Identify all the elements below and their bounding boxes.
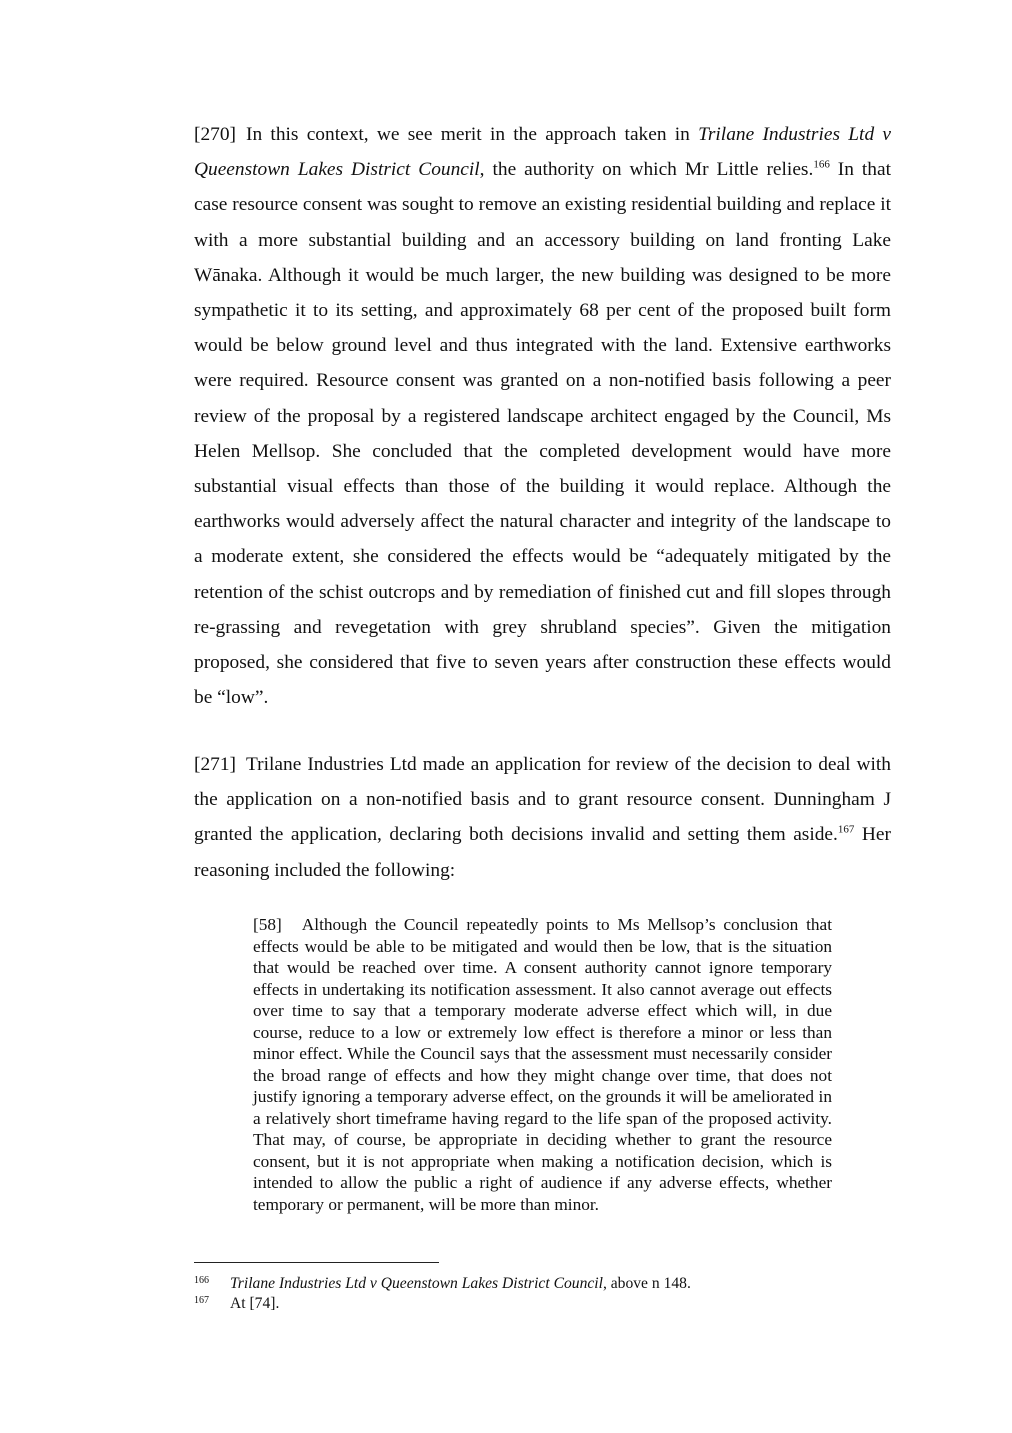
quote-paragraph-number: [58]	[253, 915, 282, 934]
paragraph-271	[194, 747, 891, 888]
footnote-166	[194, 1275, 894, 1293]
paragraph-number: [271]	[194, 754, 237, 775]
paragraph-text: Her reasoning included the following:	[194, 824, 891, 881]
footnote-167	[194, 1295, 894, 1313]
footnote-number: 167	[194, 1295, 209, 1306]
paragraph-270	[194, 117, 891, 715]
footnote-text: , above n 148.	[602, 1275, 691, 1292]
block-quote	[253, 914, 832, 1215]
quote-text: Although the Council repeatedly points to Ms Mellsop’s conclusion that effects would be able to be mitigated and would then be low, that is the situation that would be reached over time. A consent authority cannot ignore temporary effects in undertaking its notification assessment. It also cannot average out effects over time to say that a temporary moderate adverse effect which will, in due course, reduce to a low or extremely low effect is therefore a minor or less than minor effect. While the Council says that the assessment must necessarily consider the broad range of effects and how they might change over time, that does not justify ignoring a temporary adverse effect, on the grounds it will be ameliorated in a relatively short timeframe having regard to the life span of the proposed activity. That may, of course, be appropriate in deciding whether to grant the resource consent, but it is not appropriate when making a notification decision, which is intended to allow the public a right of audience if any adverse effects, whether temporary or permanent, will be more than minor.	[253, 915, 832, 1214]
footnote-separator	[194, 1262, 439, 1263]
paragraph-text: , the authority on which Mr Little relies.	[479, 159, 814, 181]
footnote-case-citation: Trilane Industries Ltd v Queenstown Lakes District Council	[230, 1275, 603, 1292]
paragraph-number: [270]	[194, 124, 237, 145]
footnote-number: 166	[194, 1275, 209, 1286]
paragraph-text: In that case resource consent was sought to remove an existing residential building and replace it with a more substantial building and an accessory building on land fronting Lake Wānaka. Although it would be much larger, the new building was designed to be more sympathetic it to its setting, and approximately 68 per cent of the proposed built form would be below ground level and thus integrated with the land. Extensive earthworks were required. Resource consent was granted on a non-notified basis following a peer review of the proposal by a registered landscape architect engaged by the Council, Ms Helen Mellsop. She concluded that the completed development would have more substantial visual effects than those of the building it would replace. Although the earthworks would adversely affect the natural character and integrity of the landscape to a moderate extent, she considered the effects would be “adequately mitigated by the retention of the schist outcrops and by remediation of finished cut and fill slopes through re-grassing and revegetation with grey shrubland species”. Given the mitigation proposed, she considered that five to seven years after construction these effects would be “low”.	[194, 159, 891, 709]
footnote-text: At [74].	[230, 1295, 280, 1312]
footnote-reference[interactable]: 166	[813, 158, 830, 171]
case-citation: Trilane Industries Ltd v Queenstown Lakes District Council	[194, 124, 891, 181]
paragraph-text: Trilane Industries Ltd made an application for review of the decision to deal with the application on a non-notified basis and to grant resource consent. Dunningham J granted the application, declaring both decisions invalid and setting them aside.	[194, 754, 891, 846]
footnote-reference[interactable]: 167	[837, 823, 855, 836]
paragraph-text: In this context, we see merit in the approach taken in	[246, 124, 699, 145]
